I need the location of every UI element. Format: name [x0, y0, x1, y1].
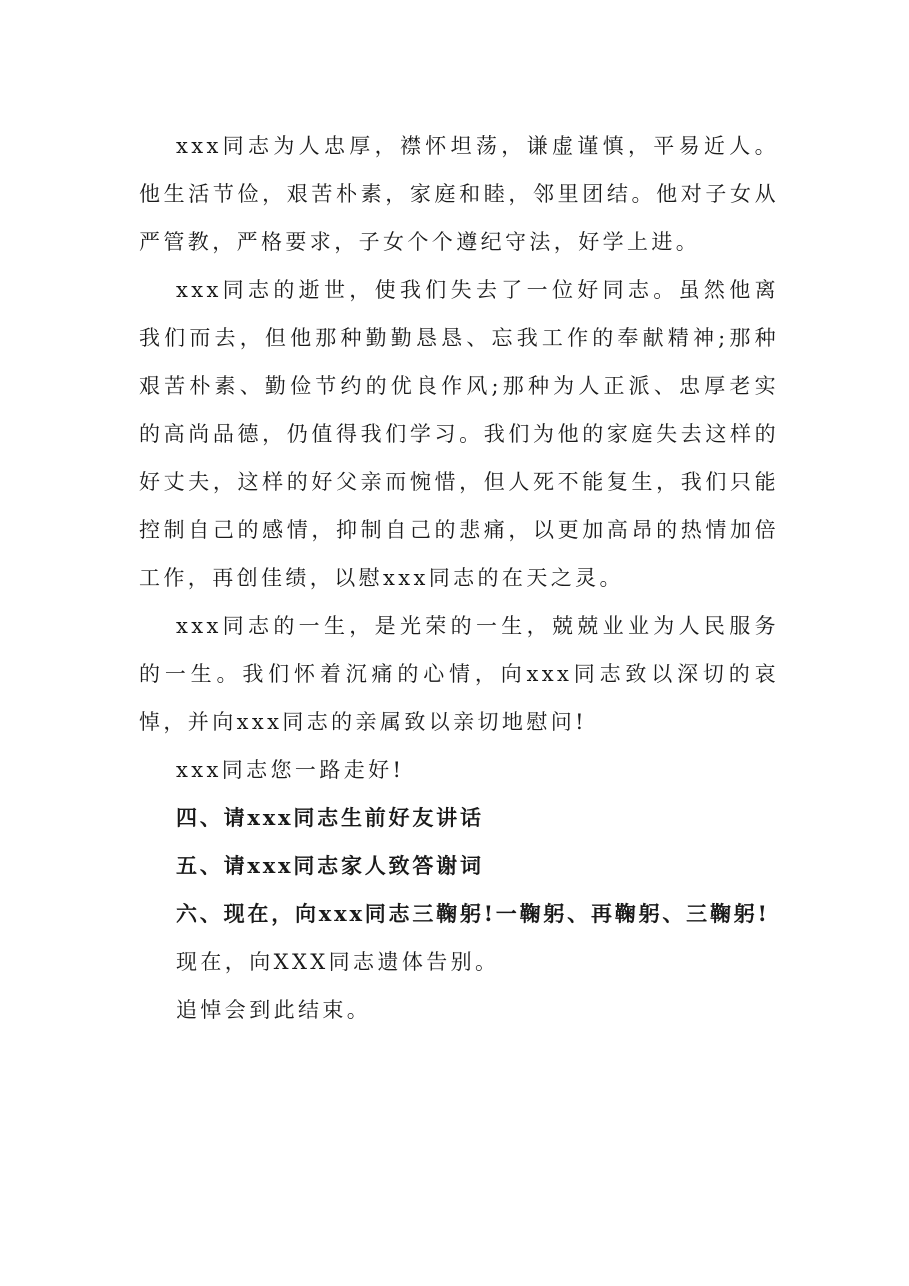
document-body: [139, 122, 779, 1034]
closing-line-end: 追悼会到此结束。: [176, 998, 372, 1022]
section-heading-family-thanks: 五、请xxx同志家人致答谢词: [176, 853, 484, 878]
paragraph-character: xxx同志为人忠厚，襟怀坦荡，谦虚谨慎，平易近人。他生活节俭，艰苦朴素，家庭和睦，邻里团结。他对子女从严管教，严格要求，子女个个遵纪守法，好学上进。: [139, 134, 779, 254]
section-heading-friends-speech: 四、请xxx同志生前好友讲话: [176, 805, 484, 830]
paragraph-farewell: xxx同志您一路走好!: [176, 758, 405, 782]
paragraph-loss: xxx同志的逝世，使我们失去了一位好同志。虽然他离我们而去，但他那种勤勤恳恳、忘我工作的奉献精神;那种艰苦朴素、勤俭节约的优良作风;那种为人正派、忠厚老实的高尚品德，仍值得我们学习。我们为他的家庭失去这样的好丈夫，这样的好父亲而惋惜，但人死不能复生，我们只能控制自己的感情，抑制自己的悲痛，以更加高昂的热情加倍工作，再创佳绩，以慰xxx同志的在天之灵。: [139, 278, 779, 590]
closing-line-farewell: 现在，向XXX同志遗体告别。: [176, 950, 500, 974]
section-heading-bow: 六、现在，向xxx同志三鞠躬!一鞠躬、再鞠躬、三鞠躬!: [176, 901, 770, 926]
paragraph-condolence: xxx同志的一生，是光荣的一生，兢兢业业为人民服务的一生。我们怀着沉痛的心情，向xxx同志致以深切的哀悼，并向xxx同志的亲属致以亲切地慰问!: [139, 614, 779, 734]
